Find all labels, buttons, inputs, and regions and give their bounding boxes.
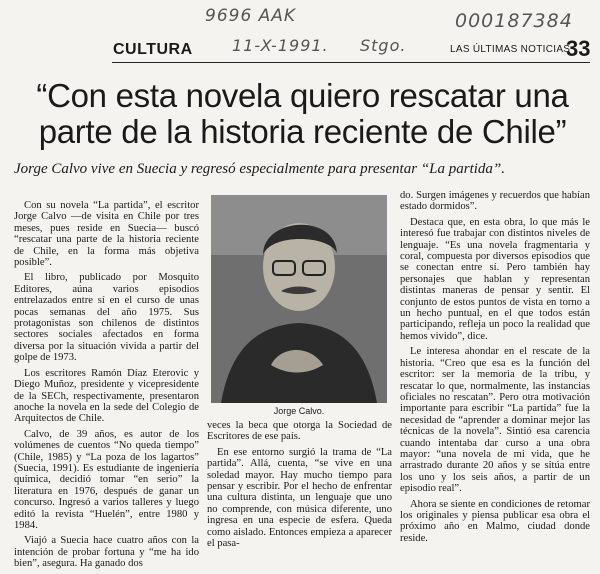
paragraph: veces la beca que otorga la Sociedad de Escritores de ese país.	[207, 420, 392, 443]
document-number-annotation: 000187384	[455, 10, 573, 32]
author-photo	[211, 195, 387, 403]
paragraph: El libro, publicado por Mosquito Editores, aúna varios episodios entrelazados entre sí en el curso de unas pocas semanas del año 1975. Sus protagonistas son chilenos de distintos sectores sociales afectados en forma diversa por la situación vivida a partir del golpe de 1973.	[14, 272, 199, 364]
paragraph: Ahora se siente en condiciones de retomar los originales y piensa publicar esa obra el próximo año en Malmo, ciudad donde reside.	[400, 498, 590, 544]
photo-caption: Jorge Calvo.	[273, 406, 325, 416]
archive-code-annotation: 9696 AAK	[205, 6, 297, 26]
page-number: 33	[566, 36, 591, 61]
headline: “Con esta novela quiero rescatar una parte de la historia reciente de Chile”	[36, 77, 569, 150]
paragraph: En ese entorno surgió la trama de “La partida”. Allá, cuenta, “se vive en una soledad mayor. Hay mucho tiempo para pensar y escribir. Por el hecho de enfrentar una cultura distinta, un lenguaje que uno no comprende, con música diferente, uno ingresa en una especie de esfera. Queda como aislado. Entonces empieza a aparecer el pasa-	[207, 446, 392, 550]
article-column-3	[400, 190, 590, 548]
paragraph: do. Surgen imágenes y recuerdos que habían estado dormidos”.	[400, 190, 590, 213]
location-annotation: Stgo.	[360, 36, 407, 55]
article-column-1	[14, 200, 199, 574]
paragraph: Calvo, de 39 años, es autor de los volúmenes de cuentos “No queda tiempo” (Chile, 1985) y “La poza de los lagartos” (Suecia, 1991). Es estudiante de ingeniería química, decidió tomar “en serio” la literatura en 1976, después de ganar un concurso. Ingresó a varios talleres y luego editó la revista “Huelén”, entre 1980 y 1984.	[14, 428, 199, 531]
paragraph: Le interesa ahondar en el rescate de la historia. “Creo que esa es la función del escritor: ser la memoria de la tribu, y rescatar lo que, normalmente, las instancias oficiales no rescatan”. Pero otra motivación importante para escribir “La partida” fue la necesidad de “aprender a dominar mejor las técnicas de la novela”. Sintió esa carencia cuando intentaba dar curso a una obra mayor: “una novela de mi vida, que he arrastrado durante 20 años y se sitúa entre los uno y los seis años, a partir de un episodio real”.	[400, 346, 590, 495]
article-column-2	[207, 420, 392, 553]
newspaper-name: LAS ÚLTIMAS NOTICIAS	[450, 44, 571, 55]
date-annotation: 11-X-1991.	[232, 36, 329, 55]
paragraph: Destaca que, en esta obra, lo que más le interesó fue trabajar con distintos niveles de lenguaje. “Es una novela fragmentaria y coral, compuesta por diversos episodios que se conectan entre sí. Pero también hay personajes que hablan y representan distintas maneras de pensar y sentir. El conjunto de estos puntos de vista en torno a un hecho puntual, en el que todos están participando, refleja un poco la realidad que hemos vivido”, dice.	[400, 216, 590, 342]
paragraph: Viajó a Suecia hace cuatro años con la intención de probar fortuna y “me ha ido bien”, asegura. Ha ganado dos	[14, 535, 199, 570]
section-label: CULTURA	[113, 41, 193, 58]
author-portrait-image	[211, 195, 387, 403]
header-rule	[112, 62, 590, 63]
subhead: Jorge Calvo vive en Suecia y regresó especialmente para presentar “La partida”.	[14, 161, 506, 177]
paragraph: Con su novela “La partida”, el escritor Jorge Calvo —de visita en Chile por tres meses, pues reside en Suecia— buscó “rescatar una parte de la historia reciente de Chile, en la forma más objetiva posible”.	[14, 200, 199, 269]
paragraph: Los escritores Ramón Díaz Eterovic y Diego Muñoz, presidente y vicepresidente de la SECh, respectivamente, presentaron anoche la novela en la sede del Colegio de Arquitectos de Chile.	[14, 367, 199, 425]
